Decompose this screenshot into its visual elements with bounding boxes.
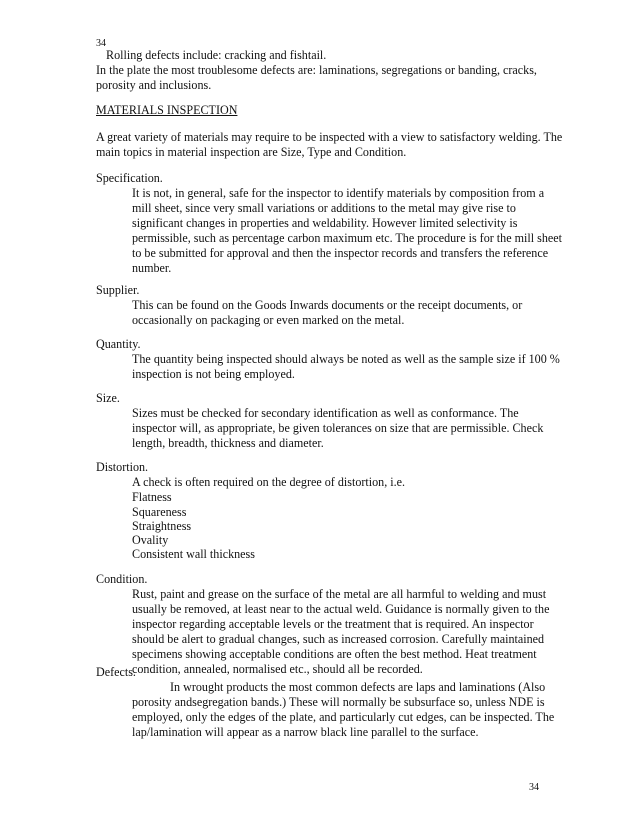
quantity-line: The quantity being inspected should always be noted as well as the sample size if 100 % (132, 352, 560, 366)
size-heading: Size. (96, 391, 120, 405)
distortion-item-wall-thickness: Consistent wall thickness (132, 547, 255, 561)
condition-line: inspector regarding acceptable levels or the treatment that is required. An inspector (132, 617, 534, 631)
quantity-heading: Quantity. (96, 337, 141, 351)
condition-line: usually be removed, at least near to the actual weld. Guidance is normally given to the (132, 602, 550, 616)
distortion-item-ovality: Ovality (132, 533, 169, 547)
page-number-bottom: 34 (529, 782, 539, 793)
page-number-top: 34 (96, 38, 106, 49)
specification-line: It is not, in general, safe for the inspector to identify materials by composition from a (132, 186, 545, 200)
supplier-heading: Supplier. (96, 283, 140, 297)
distortion-item-straightness: Straightness (132, 519, 192, 533)
specification-line: mill sheet, since very small variations or additions to the metal may give rise to (132, 201, 516, 215)
distortion-item-squareness: Squareness (132, 505, 187, 519)
overview-line-2: main topics in material inspection are Size, Type and Condition. (96, 145, 407, 159)
size-line: inspector will, as appropriate, be given tolerances on size that are permissible. Check (132, 421, 544, 435)
specification-line: to be submitted for approval and then the inspector records and transfers the reference (132, 246, 549, 260)
condition-line: condition, annealed, normalised etc., should all be recorded. (132, 662, 423, 676)
condition-line: should be alert to gradual changes, such as increased corrosion. Carefully maintained (132, 632, 545, 646)
defects-line: lap/lamination will appear as a narrow black line parallel to the surface. (132, 725, 479, 739)
distortion-heading: Distortion. (96, 460, 149, 474)
supplier-line: This can be found on the Goods Inwards documents or the receipt documents, or (132, 298, 523, 312)
specification-line: permissible, such as percentage carbon maximum etc. The procedure is for the mill sheet (132, 231, 562, 245)
plate-defects-line-2: porosity and inclusions. (96, 78, 212, 92)
specification-line: number. (132, 261, 172, 275)
size-line: Sizes must be checked for secondary identification as well as conformance. The (132, 406, 519, 420)
plate-defects-line-1: In the plate the most troublesome defects are: laminations, segregations or banding, cracks, (96, 63, 537, 77)
defects-line: employed, only the edges of the plate, and particularly cut edges, can be inspected. The (132, 710, 555, 724)
size-line: length, breadth, thickness and diameter. (132, 436, 324, 450)
quantity-line: inspection is not being employed. (132, 367, 295, 381)
distortion-line: A check is often required on the degree of distortion, i.e. (132, 475, 406, 489)
defects-line: In wrought products the most common defects are laps and laminations (Also (170, 680, 546, 694)
condition-line: specimens showing acceptable conditions are often the best method. Heat treatment (132, 647, 537, 661)
overview-line-1: A great variety of materials may require to be inspected with a view to satisfactory welding. The (96, 130, 563, 144)
supplier-line: occasionally on packaging or even marked on the metal. (132, 313, 405, 327)
specification-line: significant changes in properties and weldability. However limited selectivity is (132, 216, 518, 230)
condition-line: Rust, paint and grease on the surface of the metal are all harmful to welding and must (132, 587, 547, 601)
section-title: MATERIALS INSPECTION (96, 103, 238, 117)
condition-heading: Condition. (96, 572, 148, 586)
rolling-defects-line: Rolling defects include: cracking and fishtail. (106, 48, 327, 62)
specification-heading: Specification. (96, 171, 163, 185)
defects-heading: Defects. (96, 665, 136, 679)
distortion-item-flatness: Flatness (132, 490, 172, 504)
defects-line: porosity andsegregation bands.) These will normally be subsurface so, unless NDE is (132, 695, 545, 709)
